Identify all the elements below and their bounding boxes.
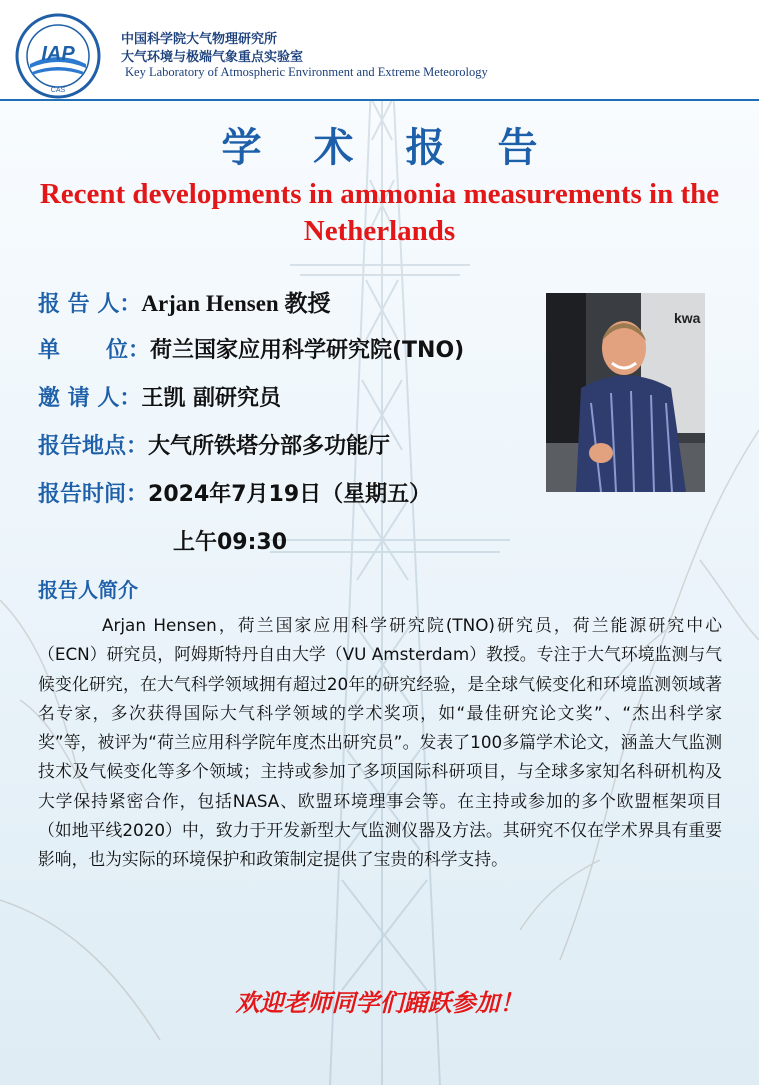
bio-text: Arjan Hensen，荷兰国家应用科学研究院(TNO)研究员，荷兰能源研究中心（ECN）研究员，阿姆斯特丹自由大学（VU Amsterdam）教授。专注于大气环境监测与气候变化研究，在大气科学领域拥有超过20年的研究经验，是全球气候变化和环境监测领域著名专家，多次获得国际大气科学领域的学术奖项，如“最佳研究论文奖”、“杰出科学家奖”等，被评为“荷兰应用科学院年度杰出研究员”。发表了100多篇学术论文，涵盖大气监测技术及气候变化等多个领域；主持或参加了多项国际科研项目，与全球多家知名科研机构及大学保持紧密合作，包括NASA、欧盟环境理事会等。在主持或参加的多个欧盟框架项目（如地平线2020）中，致力于开发新型大气监测仪器及方法。其研究不仅在学术界具有重要影响，也为实际的环境保护和政策制定提供了宝贵的科学支持。 [38, 615, 722, 870]
speaker-label: 报 告 人： [38, 292, 142, 317]
svg-text:IAP: IAP [41, 43, 75, 65]
unit-value: 荷兰国家应用科学研究院(TNO) [149, 338, 465, 363]
svg-text:kwa: kwa [674, 310, 701, 326]
org-name-cn: 中国科学院大气物理研究所 [121, 32, 278, 47]
unit-label: 单 位： [38, 338, 150, 363]
speaker-photo [546, 293, 705, 492]
time-label: 报告时间： [38, 482, 149, 507]
location-row [38, 429, 390, 460]
header-divider [0, 99, 759, 101]
inviter-value: 王凯 副研究员 [141, 386, 281, 411]
speaker-name: Arjan Hensen 教授 [141, 291, 331, 316]
bio-heading: 报告人简介 [38, 578, 138, 602]
time-value: 上午09:30 [173, 530, 288, 555]
svg-text:CAS: CAS [50, 87, 66, 94]
speaker-photo-illustration [546, 293, 705, 492]
location-value: 大气所铁塔分部多功能厅 [148, 434, 391, 459]
header-bar [0, 0, 759, 100]
iap-cas-logo [14, 12, 102, 100]
inviter-row [38, 381, 281, 412]
date-value: 2024年7月19日（星期五） [148, 482, 432, 507]
time-row [38, 477, 431, 508]
unit-row [38, 333, 464, 364]
page-heading: 学术报告 [221, 124, 590, 171]
location-label: 报告地点： [38, 434, 149, 459]
talk-title: Recent developments in ammonia measurements in the Netherlands [39, 178, 720, 247]
lab-name-cn: 大气环境与极端气象重点实验室 [121, 50, 304, 65]
speaker-row [38, 285, 330, 318]
lab-name-en: Key Laboratory of Atmospheric Environment and Extreme Meteorology [125, 65, 488, 79]
inviter-label: 邀 请 人： [38, 386, 142, 411]
welcome-message: 欢迎老师同学们踊跃参加！ [235, 988, 524, 1017]
